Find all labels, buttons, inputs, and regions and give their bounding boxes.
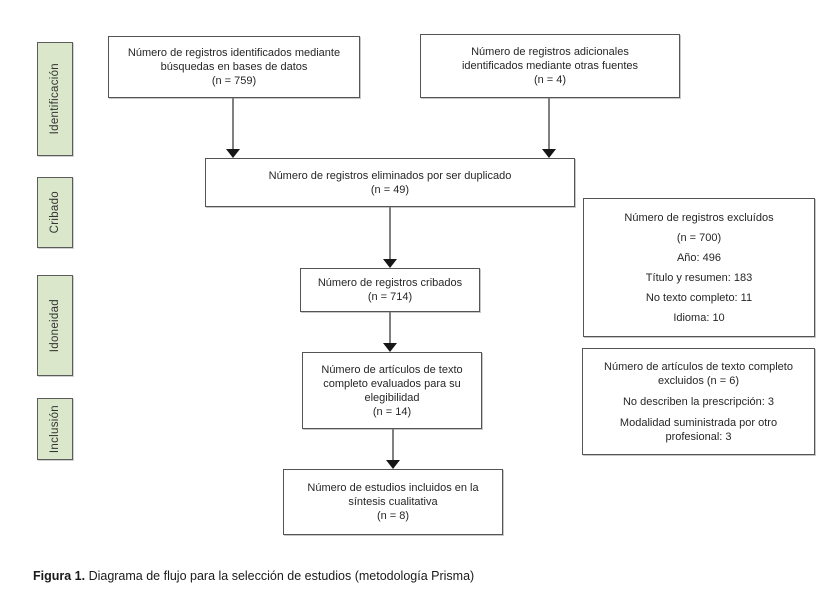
stage-identification	[37, 42, 73, 156]
text-line: completo evaluados para su	[323, 377, 461, 390]
arrow-duplicates-to-screened-head	[383, 259, 397, 268]
text-paragraph	[646, 271, 752, 285]
figure-caption-text: Diagrama de flujo para la selección de estudios (metodología Prisma)	[85, 569, 475, 583]
stage-eligibility	[37, 275, 73, 376]
box-database-records	[108, 36, 360, 98]
stage-screening-label: Cribado	[49, 191, 61, 234]
text-line: No texto completo: 11	[645, 291, 753, 304]
figure-caption	[33, 569, 474, 583]
text-paragraph	[677, 231, 721, 245]
arrow-duplicates-to-screened-stem	[389, 207, 391, 260]
text-paragraph	[321, 363, 462, 419]
text-paragraph	[604, 360, 793, 388]
text-line: Número de registros adicionales	[471, 46, 629, 58]
text-line: Año: 496	[676, 251, 722, 264]
text-line: (n = 759)	[211, 75, 257, 87]
arrow-fulltext-to-included-head	[386, 460, 400, 469]
text-line: Número de registros cribados	[317, 277, 463, 289]
text-line: Número de artículos de texto completo	[604, 360, 793, 373]
box-other-sources	[420, 34, 680, 98]
text-line: (n = 714)	[367, 291, 413, 303]
arrow-screened-to-fulltext-head	[383, 343, 397, 352]
arrow-db-to-duplicates-head	[226, 149, 240, 158]
text-line: búsquedas en bases de datos	[160, 61, 308, 73]
text-line: elegibilidad	[364, 391, 420, 404]
text-line: síntesis cualitativa	[348, 496, 438, 508]
text-paragraph	[269, 169, 512, 197]
box-duplicates-removed	[205, 158, 575, 207]
text-line: Título y resumen: 183	[645, 271, 753, 284]
figure-caption-label: Figura 1.	[33, 569, 86, 583]
box-fulltext-excluded	[582, 348, 815, 455]
text-paragraph	[673, 311, 724, 325]
text-line: No describen la prescripción: 3	[622, 395, 775, 408]
text-line: Número de registros eliminados por ser duplicado	[268, 169, 512, 182]
text-line: profesional: 3	[665, 430, 732, 443]
stage-eligibility-label: Idoneidad	[49, 298, 61, 353]
text-paragraph	[646, 291, 752, 305]
text-line: Número de estudios incluidos en la	[307, 482, 479, 494]
stage-inclusion-label: Inclusión	[49, 404, 61, 454]
text-paragraph	[677, 251, 721, 265]
text-line: (n = 14)	[372, 405, 412, 418]
box-studies-included	[283, 469, 503, 535]
arrow-sources-to-duplicates-head	[542, 149, 556, 158]
arrow-sources-to-duplicates-stem	[548, 98, 550, 150]
stage-inclusion	[37, 398, 73, 460]
text-paragraph	[318, 276, 462, 304]
text-line: excluidos (n = 6)	[657, 374, 739, 387]
text-line: Modalidad suministrada por otro	[619, 416, 778, 429]
text-line: identificados mediante otras fuentes	[461, 60, 639, 72]
stage-identification-label: Identificación	[49, 63, 61, 135]
box-fulltext-assessed	[302, 352, 482, 429]
text-line: Número de artículos de texto	[321, 363, 463, 376]
text-line: (n = 700)	[676, 231, 722, 244]
text-paragraph	[128, 46, 340, 88]
text-paragraph	[307, 481, 478, 523]
text-line: (n = 49)	[370, 183, 410, 196]
stage-screening	[37, 177, 73, 248]
box-records-screened	[300, 268, 480, 312]
text-paragraph	[623, 395, 774, 409]
text-line: (n = 4)	[533, 74, 567, 86]
text-line: (n = 8)	[376, 510, 410, 522]
box-records-excluded	[583, 198, 815, 337]
text-line: Número de registros identificados mediante	[127, 47, 341, 59]
text-line: Idioma: 10	[673, 311, 725, 324]
text-paragraph	[620, 416, 777, 444]
text-paragraph	[462, 45, 638, 87]
text-line: Número de registros excluídos	[624, 211, 774, 224]
arrow-db-to-duplicates-stem	[232, 98, 234, 150]
text-paragraph	[624, 211, 773, 225]
arrow-fulltext-to-included-stem	[392, 429, 394, 461]
arrow-screened-to-fulltext-stem	[389, 312, 391, 344]
